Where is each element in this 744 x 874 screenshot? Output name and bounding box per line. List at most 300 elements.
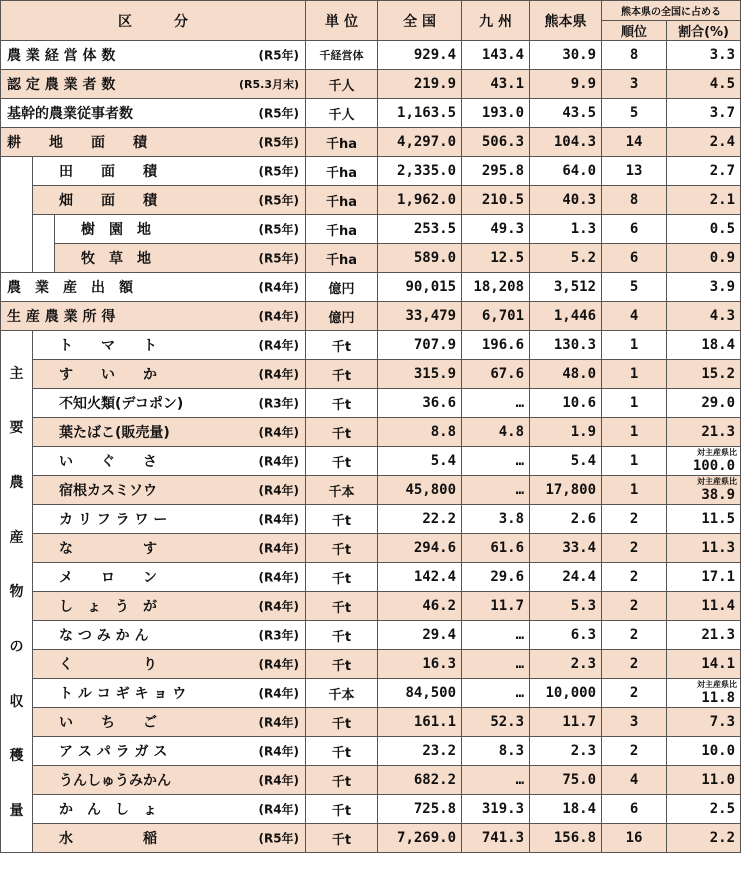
national-cell: 5.4 bbox=[378, 447, 462, 476]
row-year: (R5年) bbox=[258, 251, 300, 266]
ratio-cell: 0.9 bbox=[667, 244, 741, 273]
crops-label-char: 主 bbox=[9, 365, 24, 382]
row-label-cell bbox=[1, 70, 306, 99]
row-label: く り bbox=[59, 657, 157, 673]
unit-cell: 千t bbox=[306, 708, 378, 737]
kumamoto-cell: 130.3 bbox=[530, 331, 602, 360]
rank-cell: 3 bbox=[602, 708, 667, 737]
ratio-cell bbox=[667, 447, 741, 476]
ratio-cell: 10.0 bbox=[667, 737, 741, 766]
unit-cell: 千t bbox=[306, 824, 378, 853]
row-label: ト ル コ ギ キ ョ ウ bbox=[59, 686, 187, 702]
national-cell: 1,962.0 bbox=[378, 186, 462, 215]
table-row bbox=[1, 476, 741, 505]
kumamoto-cell: 2.3 bbox=[530, 737, 602, 766]
kumamoto-cell: 9.9 bbox=[530, 70, 602, 99]
national-cell: 90,015 bbox=[378, 273, 462, 302]
national-cell: 46.2 bbox=[378, 592, 462, 621]
rank-cell: 2 bbox=[602, 563, 667, 592]
row-label-cell bbox=[33, 679, 306, 708]
national-cell: 4,297.0 bbox=[378, 128, 462, 157]
kyushu-cell: … bbox=[462, 621, 530, 650]
rank-cell: 14 bbox=[602, 128, 667, 157]
row-label-cell bbox=[33, 824, 306, 853]
row-label-cell bbox=[33, 621, 306, 650]
table-row bbox=[1, 273, 741, 302]
ratio-cell bbox=[667, 679, 741, 708]
row-label-cell bbox=[33, 418, 306, 447]
national-cell: 8.8 bbox=[378, 418, 462, 447]
row-year: (R4年) bbox=[258, 309, 300, 324]
row-year: (R5.3月末) bbox=[239, 78, 300, 91]
national-cell: 23.2 bbox=[378, 737, 462, 766]
row-label-cell bbox=[33, 563, 306, 592]
kumamoto-cell: 3,512 bbox=[530, 273, 602, 302]
unit-cell: 千t bbox=[306, 360, 378, 389]
row-label-cell bbox=[1, 273, 306, 302]
row-label: 不知火類(デコポン) bbox=[59, 396, 184, 412]
unit-cell: 千t bbox=[306, 389, 378, 418]
table-row bbox=[1, 679, 741, 708]
kyushu-cell: … bbox=[462, 766, 530, 795]
crops-label-char: 穫 bbox=[9, 748, 24, 765]
row-label-cell bbox=[33, 505, 306, 534]
kumamoto-header: 熊本県 bbox=[530, 1, 602, 41]
indent-spacer bbox=[33, 215, 55, 273]
kyushu-cell: 210.5 bbox=[462, 186, 530, 215]
rank-cell: 5 bbox=[602, 273, 667, 302]
row-label: 牧 草 地 bbox=[81, 251, 151, 267]
table-row bbox=[1, 563, 741, 592]
ratio-cell: 14.1 bbox=[667, 650, 741, 679]
table-row bbox=[1, 389, 741, 418]
kumamoto-cell: 5.3 bbox=[530, 592, 602, 621]
kyushu-cell: 18,208 bbox=[462, 273, 530, 302]
row-label: し ょ う が bbox=[59, 599, 157, 615]
national-cell: 219.9 bbox=[378, 70, 462, 99]
row-label: な つ み か ん bbox=[59, 628, 149, 644]
kyushu-cell: 12.5 bbox=[462, 244, 530, 273]
kumamoto-cell: 10.6 bbox=[530, 389, 602, 418]
kyushu-cell: 6,701 bbox=[462, 302, 530, 331]
kyushu-cell: 506.3 bbox=[462, 128, 530, 157]
share-group-header: 熊本県の全国に占める bbox=[602, 1, 741, 21]
unit-cell: 千t bbox=[306, 418, 378, 447]
row-label-cell bbox=[33, 592, 306, 621]
row-year: (R4年) bbox=[258, 599, 300, 614]
row-label: い ち ご bbox=[59, 715, 157, 731]
rank-cell: 1 bbox=[602, 418, 667, 447]
national-cell: 929.4 bbox=[378, 41, 462, 70]
row-year: (R4年) bbox=[258, 686, 300, 701]
unit-cell: 千t bbox=[306, 534, 378, 563]
unit-cell: 千t bbox=[306, 650, 378, 679]
row-year: (R3年) bbox=[258, 396, 300, 411]
national-cell: 84,500 bbox=[378, 679, 462, 708]
row-year: (R5年) bbox=[258, 48, 300, 63]
kumamoto-cell: 24.4 bbox=[530, 563, 602, 592]
table-row bbox=[1, 302, 741, 331]
unit-cell: 千人 bbox=[306, 99, 378, 128]
ratio-cell: 3.3 bbox=[667, 41, 741, 70]
rank-cell: 3 bbox=[602, 70, 667, 99]
kyushu-cell: 67.6 bbox=[462, 360, 530, 389]
table-row bbox=[1, 505, 741, 534]
row-label-cell bbox=[33, 534, 306, 563]
rank-cell: 2 bbox=[602, 621, 667, 650]
header-row bbox=[1, 1, 741, 21]
ratio-note: 対主産県比 bbox=[697, 448, 738, 457]
rank-cell: 1 bbox=[602, 476, 667, 505]
row-label: か ん し ょ bbox=[59, 802, 157, 818]
table-row bbox=[1, 70, 741, 99]
table-row bbox=[1, 447, 741, 476]
unit-cell: 千ha bbox=[306, 186, 378, 215]
row-label-cell bbox=[33, 157, 306, 186]
ratio-cell: 4.5 bbox=[667, 70, 741, 99]
kyushu-cell: … bbox=[462, 447, 530, 476]
ratio-cell: 7.3 bbox=[667, 708, 741, 737]
rank-cell: 1 bbox=[602, 360, 667, 389]
table-row bbox=[1, 360, 741, 389]
national-cell: 36.6 bbox=[378, 389, 462, 418]
unit-cell: 千t bbox=[306, 737, 378, 766]
row-label: 認 定 農 業 者 数 bbox=[7, 77, 116, 93]
kumamoto-cell: 2.6 bbox=[530, 505, 602, 534]
rank-cell: 8 bbox=[602, 186, 667, 215]
national-cell: 33,479 bbox=[378, 302, 462, 331]
kumamoto-cell: 48.0 bbox=[530, 360, 602, 389]
unit-cell: 千t bbox=[306, 621, 378, 650]
table-row bbox=[1, 708, 741, 737]
ratio-cell: 15.2 bbox=[667, 360, 741, 389]
ratio-note: 対主産県比 bbox=[697, 680, 738, 689]
ratio-note: 対主産県比 bbox=[697, 477, 738, 486]
row-label-cell bbox=[33, 737, 306, 766]
row-label: 畑 面 積 bbox=[59, 193, 157, 209]
rank-cell: 16 bbox=[602, 824, 667, 853]
crops-label-char: 量 bbox=[9, 803, 24, 820]
crops-section-label bbox=[1, 331, 33, 853]
kyushu-cell: 8.3 bbox=[462, 737, 530, 766]
row-label: 宿根カスミソウ bbox=[59, 483, 157, 499]
row-label: 生 産 農 業 所 得 bbox=[7, 309, 116, 325]
row-label-cell bbox=[33, 331, 306, 360]
ratio-cell: 11.5 bbox=[667, 505, 741, 534]
row-year: (R4年) bbox=[258, 425, 300, 440]
table-row bbox=[1, 215, 741, 244]
ratio-cell: 2.2 bbox=[667, 824, 741, 853]
national-cell: 2,335.0 bbox=[378, 157, 462, 186]
table-row bbox=[1, 41, 741, 70]
rank-cell: 5 bbox=[602, 99, 667, 128]
national-header: 全 国 bbox=[378, 1, 462, 41]
unit-cell: 千t bbox=[306, 563, 378, 592]
kyushu-cell: 741.3 bbox=[462, 824, 530, 853]
table-row bbox=[1, 534, 741, 563]
row-year: (R4年) bbox=[258, 483, 300, 498]
row-year: (R4年) bbox=[258, 454, 300, 469]
kumamoto-cell: 104.3 bbox=[530, 128, 602, 157]
row-year: (R5年) bbox=[258, 135, 300, 150]
national-cell: 142.4 bbox=[378, 563, 462, 592]
kyushu-cell: 193.0 bbox=[462, 99, 530, 128]
rank-cell: 2 bbox=[602, 650, 667, 679]
table-row bbox=[1, 244, 741, 273]
row-year: (R4年) bbox=[258, 367, 300, 382]
kumamoto-cell: 75.0 bbox=[530, 766, 602, 795]
national-cell: 16.3 bbox=[378, 650, 462, 679]
row-year: (R4年) bbox=[258, 715, 300, 730]
unit-cell: 千本 bbox=[306, 679, 378, 708]
rank-cell: 8 bbox=[602, 41, 667, 70]
kyushu-cell: 3.8 bbox=[462, 505, 530, 534]
table-row bbox=[1, 621, 741, 650]
row-year: (R4年) bbox=[258, 570, 300, 585]
kumamoto-cell: 40.3 bbox=[530, 186, 602, 215]
row-year: (R5年) bbox=[258, 164, 300, 179]
ratio-value: 38.9 bbox=[701, 487, 736, 503]
table-row bbox=[1, 592, 741, 621]
table-row bbox=[1, 186, 741, 215]
unit-cell: 千経営体 bbox=[306, 41, 378, 70]
row-year: (R4年) bbox=[258, 802, 300, 817]
ratio-cell: 18.4 bbox=[667, 331, 741, 360]
row-year: (R3年) bbox=[258, 628, 300, 643]
kumamoto-cell: 30.9 bbox=[530, 41, 602, 70]
table-row bbox=[1, 824, 741, 853]
kyushu-cell: 43.1 bbox=[462, 70, 530, 99]
ratio-cell: 2.1 bbox=[667, 186, 741, 215]
unit-cell: 千t bbox=[306, 766, 378, 795]
national-cell: 29.4 bbox=[378, 621, 462, 650]
ratio-header: 割合(%) bbox=[667, 21, 741, 41]
row-label: 農 業 経 営 体 数 bbox=[7, 48, 116, 64]
national-cell: 161.1 bbox=[378, 708, 462, 737]
rank-cell: 4 bbox=[602, 766, 667, 795]
crops-label-char: 収 bbox=[9, 693, 24, 710]
kyushu-cell: … bbox=[462, 389, 530, 418]
unit-cell: 千ha bbox=[306, 215, 378, 244]
rank-cell: 6 bbox=[602, 244, 667, 273]
row-year: (R5年) bbox=[258, 193, 300, 208]
table-row bbox=[1, 157, 741, 186]
ratio-cell: 29.0 bbox=[667, 389, 741, 418]
row-label: ト マ ト bbox=[59, 338, 157, 354]
kumamoto-cell: 1.3 bbox=[530, 215, 602, 244]
kumamoto-cell: 156.8 bbox=[530, 824, 602, 853]
rank-cell: 1 bbox=[602, 447, 667, 476]
indent-spacer bbox=[1, 157, 33, 273]
ratio-cell: 2.7 bbox=[667, 157, 741, 186]
ratio-cell: 11.3 bbox=[667, 534, 741, 563]
kyushu-cell: 295.8 bbox=[462, 157, 530, 186]
kumamoto-cell: 33.4 bbox=[530, 534, 602, 563]
national-cell: 682.2 bbox=[378, 766, 462, 795]
crops-label-char: 物 bbox=[9, 584, 24, 601]
ratio-cell: 11.0 bbox=[667, 766, 741, 795]
rank-cell: 1 bbox=[602, 331, 667, 360]
kyushu-cell: … bbox=[462, 679, 530, 708]
row-label: 農 業 産 出 額 bbox=[7, 280, 133, 296]
table-row bbox=[1, 766, 741, 795]
unit-cell: 千t bbox=[306, 447, 378, 476]
row-label: す い か bbox=[59, 367, 157, 383]
row-label: うんしゅうみかん bbox=[59, 773, 171, 789]
ratio-cell: 3.9 bbox=[667, 273, 741, 302]
unit-cell: 千t bbox=[306, 331, 378, 360]
rank-cell: 13 bbox=[602, 157, 667, 186]
table-body bbox=[1, 41, 741, 853]
rank-cell: 2 bbox=[602, 679, 667, 708]
row-label: 田 面 積 bbox=[59, 164, 157, 180]
row-label: な す bbox=[59, 541, 157, 557]
row-year: (R4年) bbox=[258, 541, 300, 556]
rank-header: 順位 bbox=[602, 21, 667, 41]
ratio-cell: 4.3 bbox=[667, 302, 741, 331]
kyushu-cell: 49.3 bbox=[462, 215, 530, 244]
rank-cell: 6 bbox=[602, 795, 667, 824]
kyushu-cell: … bbox=[462, 650, 530, 679]
kumamoto-cell: 10,000 bbox=[530, 679, 602, 708]
ratio-cell: 17.1 bbox=[667, 563, 741, 592]
kyushu-cell: 61.6 bbox=[462, 534, 530, 563]
row-label-cell bbox=[33, 766, 306, 795]
unit-cell: 億円 bbox=[306, 302, 378, 331]
kumamoto-cell: 1.9 bbox=[530, 418, 602, 447]
kyushu-header: 九 州 bbox=[462, 1, 530, 41]
row-year: (R4年) bbox=[258, 744, 300, 759]
table-row bbox=[1, 331, 741, 360]
ratio-cell: 2.4 bbox=[667, 128, 741, 157]
national-cell: 7,269.0 bbox=[378, 824, 462, 853]
unit-cell: 億円 bbox=[306, 273, 378, 302]
national-cell: 589.0 bbox=[378, 244, 462, 273]
row-label-cell bbox=[1, 302, 306, 331]
kumamoto-cell: 6.3 bbox=[530, 621, 602, 650]
category-header: 区 分 bbox=[1, 1, 306, 41]
row-label-cell bbox=[33, 186, 306, 215]
row-year: (R4年) bbox=[258, 773, 300, 788]
row-label-cell bbox=[33, 360, 306, 389]
unit-cell: 千本 bbox=[306, 476, 378, 505]
row-year: (R5年) bbox=[258, 222, 300, 237]
national-cell: 45,800 bbox=[378, 476, 462, 505]
crops-label-char: の bbox=[9, 639, 24, 656]
unit-cell: 千ha bbox=[306, 128, 378, 157]
kyushu-cell: 29.6 bbox=[462, 563, 530, 592]
row-label-cell bbox=[33, 708, 306, 737]
ratio-cell: 11.4 bbox=[667, 592, 741, 621]
kumamoto-cell: 17,800 bbox=[530, 476, 602, 505]
row-label: カ リ フ ラ ワ ー bbox=[59, 512, 168, 528]
rank-cell: 2 bbox=[602, 737, 667, 766]
crops-label-char: 要 bbox=[9, 420, 24, 437]
crops-label-char: 産 bbox=[9, 529, 24, 546]
table-row bbox=[1, 795, 741, 824]
national-cell: 725.8 bbox=[378, 795, 462, 824]
row-label: メ ロ ン bbox=[59, 570, 157, 586]
row-year: (R5年) bbox=[258, 106, 300, 121]
row-label-cell bbox=[33, 476, 306, 505]
unit-cell: 千ha bbox=[306, 157, 378, 186]
row-label: 葉たばこ(販売量) bbox=[59, 425, 170, 441]
table-row bbox=[1, 650, 741, 679]
national-cell: 315.9 bbox=[378, 360, 462, 389]
kumamoto-cell: 18.4 bbox=[530, 795, 602, 824]
national-cell: 1,163.5 bbox=[378, 99, 462, 128]
row-label-cell bbox=[55, 244, 306, 273]
row-label: 基幹的農業従事者数 bbox=[7, 106, 133, 122]
kyushu-cell: 196.6 bbox=[462, 331, 530, 360]
rank-cell: 6 bbox=[602, 215, 667, 244]
table-row bbox=[1, 99, 741, 128]
row-label-cell bbox=[33, 650, 306, 679]
ratio-cell bbox=[667, 476, 741, 505]
kumamoto-cell: 5.4 bbox=[530, 447, 602, 476]
ratio-cell: 21.3 bbox=[667, 621, 741, 650]
unit-header: 単 位 bbox=[306, 1, 378, 41]
kyushu-cell: 4.8 bbox=[462, 418, 530, 447]
kyushu-cell: 319.3 bbox=[462, 795, 530, 824]
row-label-cell bbox=[1, 41, 306, 70]
ratio-cell: 3.7 bbox=[667, 99, 741, 128]
row-year: (R5年) bbox=[258, 831, 300, 846]
row-label-cell bbox=[33, 795, 306, 824]
national-cell: 294.6 bbox=[378, 534, 462, 563]
national-cell: 253.5 bbox=[378, 215, 462, 244]
kyushu-cell: 143.4 bbox=[462, 41, 530, 70]
national-cell: 707.9 bbox=[378, 331, 462, 360]
table-row bbox=[1, 737, 741, 766]
table-row bbox=[1, 128, 741, 157]
row-label-cell bbox=[33, 447, 306, 476]
kyushu-cell: 11.7 bbox=[462, 592, 530, 621]
crops-label-char: 農 bbox=[9, 475, 24, 492]
ratio-cell: 2.5 bbox=[667, 795, 741, 824]
row-label-cell bbox=[55, 215, 306, 244]
kumamoto-cell: 1,446 bbox=[530, 302, 602, 331]
ratio-value: 11.8 bbox=[701, 690, 736, 706]
kyushu-cell: 52.3 bbox=[462, 708, 530, 737]
national-cell: 22.2 bbox=[378, 505, 462, 534]
rank-cell: 2 bbox=[602, 505, 667, 534]
row-year: (R4年) bbox=[258, 280, 300, 295]
row-label-cell bbox=[1, 128, 306, 157]
ratio-cell: 21.3 bbox=[667, 418, 741, 447]
kyushu-cell: … bbox=[462, 476, 530, 505]
kumamoto-cell: 5.2 bbox=[530, 244, 602, 273]
unit-cell: 千人 bbox=[306, 70, 378, 99]
row-label: 水 稲 bbox=[59, 831, 157, 847]
rank-cell: 2 bbox=[602, 534, 667, 563]
ratio-cell: 0.5 bbox=[667, 215, 741, 244]
rank-cell: 4 bbox=[602, 302, 667, 331]
kumamoto-cell: 43.5 bbox=[530, 99, 602, 128]
row-label-cell bbox=[33, 389, 306, 418]
rank-cell: 1 bbox=[602, 389, 667, 418]
unit-cell: 千t bbox=[306, 592, 378, 621]
row-year: (R4年) bbox=[258, 338, 300, 353]
row-label: ア ス パ ラ ガ ス bbox=[59, 744, 168, 760]
row-label: 樹 園 地 bbox=[81, 222, 151, 238]
unit-cell: 千t bbox=[306, 505, 378, 534]
table-row bbox=[1, 418, 741, 447]
unit-cell: 千ha bbox=[306, 244, 378, 273]
ratio-value: 100.0 bbox=[692, 458, 736, 474]
kumamoto-cell: 11.7 bbox=[530, 708, 602, 737]
kumamoto-cell: 2.3 bbox=[530, 650, 602, 679]
